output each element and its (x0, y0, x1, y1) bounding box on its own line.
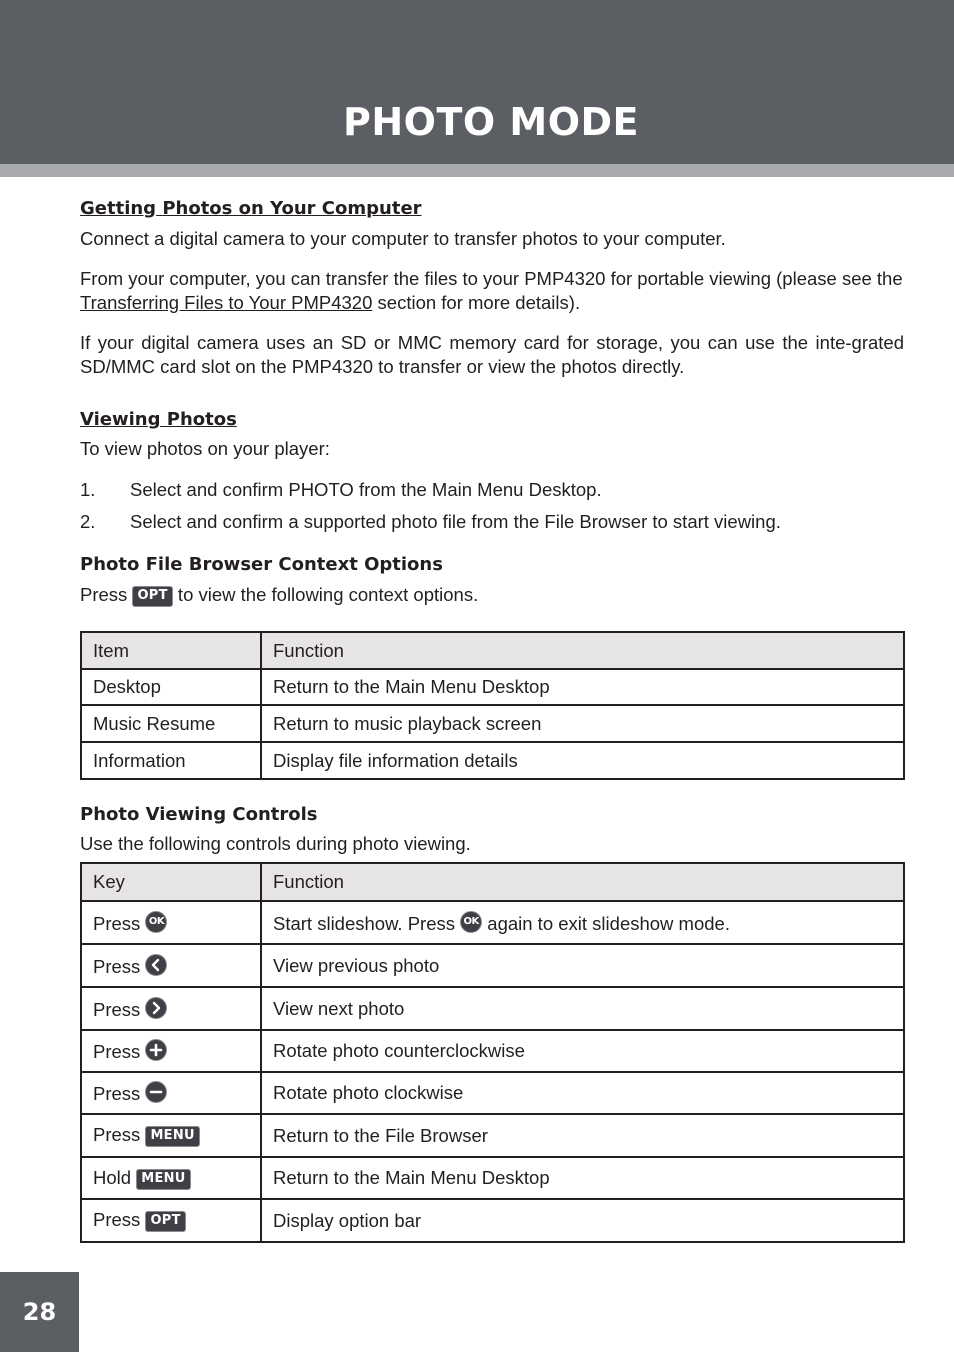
header-cell-key: Key (81, 863, 261, 901)
cell-function: View next photo (261, 987, 904, 1030)
table-row (81, 1030, 904, 1072)
cell-key (81, 987, 261, 1030)
viewing-controls-table (80, 862, 905, 1243)
cell-function: Return to the File Browser (261, 1114, 904, 1157)
cell-function (261, 901, 904, 944)
table-row (81, 944, 904, 987)
cell-function: Rotate photo counterclockwise (261, 1030, 904, 1072)
text-span: From your computer, you can transfer the files to your PMP4320 for portable viewing (please see the (80, 268, 903, 289)
ok-button-icon (460, 911, 482, 933)
ok-button-icon (145, 911, 167, 933)
table-row (81, 742, 904, 779)
table-row (81, 901, 904, 944)
key-action: Press (93, 1041, 141, 1062)
plus-icon (145, 1039, 167, 1061)
opt-button-icon: OPT (145, 1211, 185, 1232)
cell-key (81, 1072, 261, 1114)
paragraph-controls-intro: Use the following controls during photo viewing. (80, 833, 471, 854)
step-text: Select and confirm a supported photo file from the File Browser to start viewing. (130, 511, 781, 532)
paragraph-connect-camera: Connect a digital camera to your computer to transfer photos to your computer. (80, 228, 726, 249)
key-action: Press (93, 1209, 141, 1230)
cell-item: Music Resume (81, 705, 261, 742)
table-row (81, 669, 904, 705)
key-action: Press (93, 998, 141, 1020)
cell-function: Return to the Main Menu Desktop (261, 1157, 904, 1199)
subheading-context-options: Photo File Browser Context Options (80, 554, 443, 575)
menu-button-icon: MENU (136, 1169, 190, 1190)
cell-function: Rotate photo clockwise (261, 1072, 904, 1114)
table-row (81, 1114, 904, 1157)
paragraph-view-intro: To view photos on your player: (80, 438, 330, 459)
section-heading-getting-photos: Getting Photos on Your Computer (80, 198, 422, 219)
section-heading-viewing-photos: Viewing Photos (80, 409, 237, 430)
cell-function: Return to music playback screen (261, 705, 904, 742)
page-title: PHOTO MODE (342, 100, 640, 144)
step-number: 2. (80, 511, 96, 532)
cell-key (81, 1157, 261, 1199)
table-header-row (81, 632, 904, 669)
step-number: 1. (80, 479, 96, 500)
key-action: Press (93, 1083, 141, 1104)
context-options-table (80, 631, 905, 780)
cell-key (81, 901, 261, 944)
table-row (81, 1157, 904, 1199)
table-header-row (81, 863, 904, 901)
key-action: Hold (93, 1166, 132, 1188)
paragraph-context-intro (80, 583, 904, 607)
cell-key (81, 1030, 261, 1072)
steps-list (80, 478, 904, 534)
transferring-files-link[interactable]: Transferring Files to Your PMP4320 (80, 292, 373, 313)
step-text: Select and confirm PHOTO from the Main Menu Desktop. (130, 479, 602, 500)
banner-stripe (0, 164, 954, 177)
cell-key (81, 1114, 261, 1157)
text-span: section for more details). (372, 292, 581, 313)
header-cell-function: Function (261, 632, 904, 669)
cell-function: Display file information details (261, 742, 904, 779)
cell-key (81, 944, 261, 987)
text-span: again to exit slideshow mode. (482, 912, 730, 934)
cell-function: Display option bar (261, 1199, 904, 1242)
opt-button-icon: OPT (132, 586, 172, 607)
table-row (81, 987, 904, 1030)
left-arrow-icon (145, 954, 167, 976)
list-item (80, 510, 904, 534)
header-cell-item: Item (81, 632, 261, 669)
paragraph-transfer-files (80, 267, 904, 315)
key-action: Press (93, 1124, 141, 1145)
minus-icon (145, 1081, 167, 1103)
menu-button-icon: MENU (145, 1126, 199, 1147)
cell-key (81, 1199, 261, 1242)
subheading-viewing-controls: Photo Viewing Controls (80, 804, 318, 825)
table-row (81, 1199, 904, 1242)
list-item (80, 478, 904, 502)
page-content (80, 196, 904, 1243)
cell-function: Return to the Main Menu Desktop (261, 669, 904, 705)
cell-function: View previous photo (261, 944, 904, 987)
table-row (81, 1072, 904, 1114)
cell-item: Desktop (81, 669, 261, 705)
page-number: 28 (22, 1298, 57, 1326)
text-span: Start slideshow. Press (273, 912, 461, 934)
key-action: Press (93, 912, 141, 934)
text-span: to view the following context options. (172, 584, 479, 605)
table-row (81, 705, 904, 742)
header-cell-function: Function (261, 863, 904, 901)
paragraph-sd-card: If your digital camera uses an SD or MMC memory card for storage, you can use the inte-grated SD/MMC card slot on the PMP4320 to transfer or view the photos directly. (80, 332, 904, 377)
text-span: Press (80, 584, 133, 605)
key-action: Press (93, 955, 141, 977)
ok-label: OK (463, 915, 479, 927)
cell-item: Information (81, 742, 261, 779)
right-arrow-icon (145, 997, 167, 1019)
ok-label: OK (148, 915, 165, 927)
